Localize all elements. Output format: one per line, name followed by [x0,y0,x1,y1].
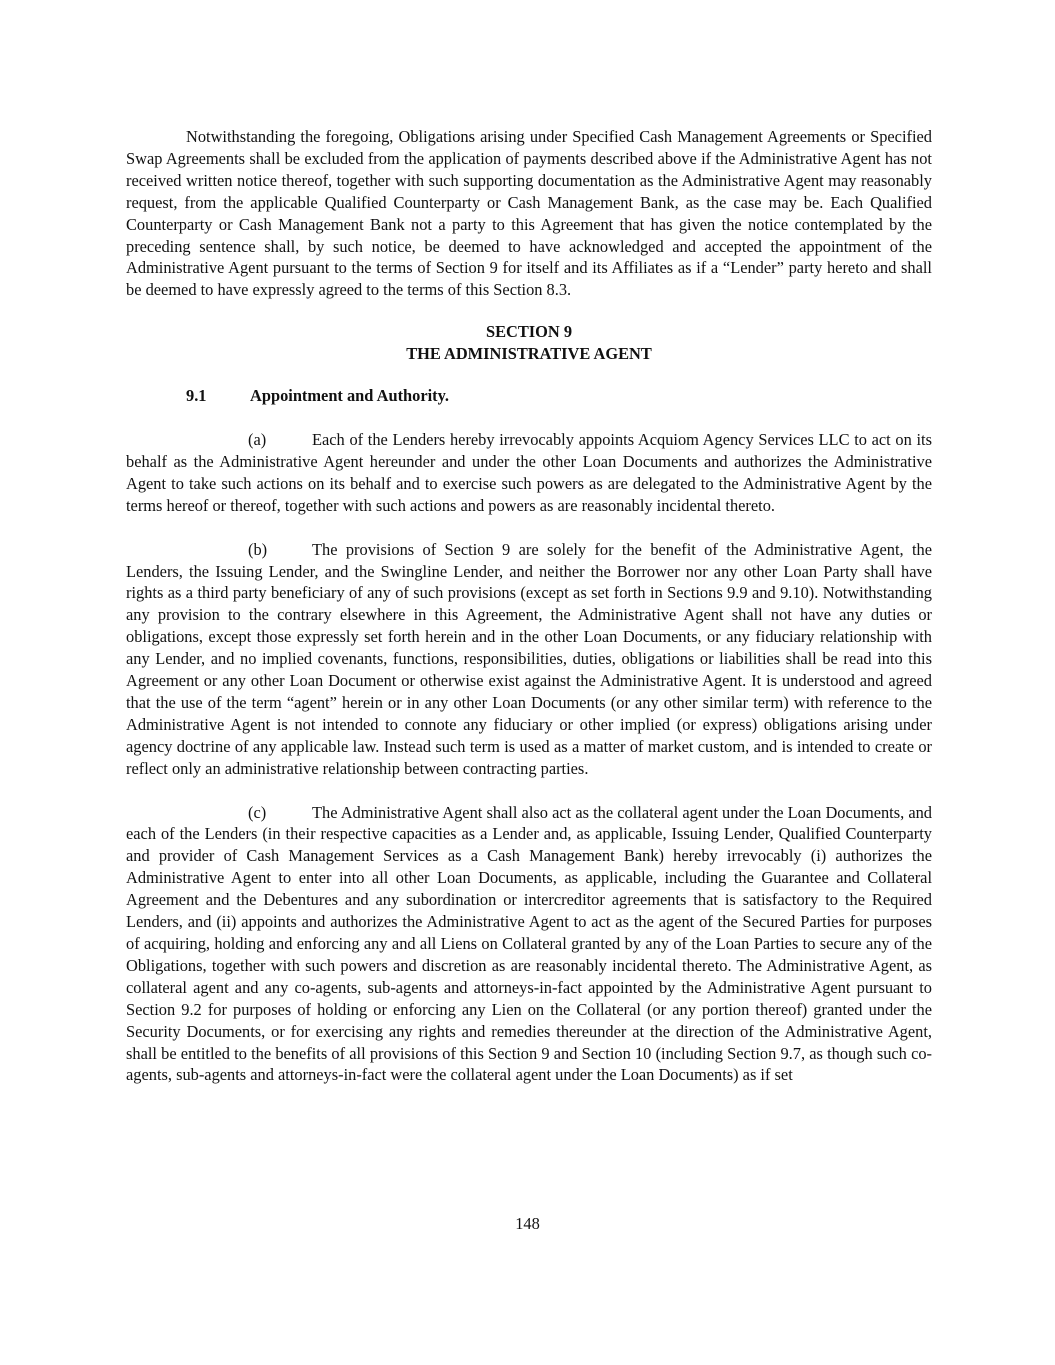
clause-b [126,539,932,780]
intro-paragraph: Notwithstanding the foregoing, Obligations arising under Specified Cash Management Agreements or Specified Swap Agreements shall be excluded from the application of payments described above if the Administrative Agent has not received written notice thereof, together with such supporting documentation as the Administrative Agent may reasonably request, from the applicable Qualified Counterparty or Cash Management Bank, as the case may be. Each Qualified Counterparty or Cash Management Bank not a party to this Agreement that has given the notice contemplated by the preceding sentence shall, by such notice, be deemed to have acknowledged and accepted the appointment of the Administrative Agent pursuant to the terms of Section 9 for itself and its Affiliates as if a “Lender” party hereto and shall be deemed to have expressly agreed to the terms of this Section 8.3. [126,127,932,300]
section-heading [126,321,932,365]
clause-label: (c) [248,802,267,822]
subsection-heading [126,385,932,407]
clause-label: (b) [248,539,268,559]
section-number: SECTION 9 [485,322,573,342]
clause-text: Each of the Lenders hereby irrevocably appoints Acquiom Agency Services LLC to act on its behalf as the Administrative Agent hereunder and under the other Loan Documents and authorizes the Administrative Agent to take such actions on its behalf and to exercise such powers as are delegated to the Administrative Agent by the terms hereof or thereof, together with such actions and powers as are reasonably incidental thereto. [126,429,932,515]
document-page [126,126,932,1086]
clause-a [126,429,932,517]
clause-c [126,802,932,1087]
clause-text: The provisions of Section 9 are solely for the benefit of the Administrative Agent, the Lenders, the Issuing Lender, and the Swingline Lender, and neither the Borrower nor any other Loan Party shall have rights as a third party beneficiary of any of such provisions (except as set forth in Sections 9.9 and 9.10). Notwithstanding any provision to the contrary elsewhere in this Agreement, the Administrative Agent shall not have any duties or obligations, except those expressly set forth herein and in the other Loan Documents, or any fiduciary relationship with any Lender, and no implied covenants, functions, responsibilities, duties, obligations or liabilities shall be read into this Agreement or any other Loan Document or otherwise exist against the Administrative Agent. It is understood and agreed that the use of the term “agent” herein or in any other Loan Documents (or any other similar term) with reference to the Administrative Agent is not intended to connote any fiduciary or other implied (or express) obligations arising under agency doctrine of any applicable law. Instead such term is used as a matter of market custom, and is intended to create or reflect only an administrative relationship between contracting parties. [126,539,932,778]
clause-text: The Administrative Agent shall also act as the collateral agent under the Loan Documents, and each of the Lenders (in their respective capacities as a Lender and, as applicable, Issuing Lender, Qualified Counterparty and provider of Cash Management Services as a Cash Management Bank) hereby irrevocably (i) authorizes the Administrative Agent to enter into all other Loan Documents, as applicable, including the Guarantee and Collateral Agreement and the Debentures and any subordination or intercreditor agreements that is satisfactory to the Required Lenders, and (ii) appoints and authorizes the Administrative Agent to act as the agent of the Secured Parties for purposes of acquiring, holding and enforcing any and all Liens on Collateral granted by any of the Loan Parties to secure any of the Obligations, together with such powers and discretion as are reasonably incidental thereto. The Administrative Agent, as collateral agent and any co-agents, sub-agents and attorneys-in-fact appointed by the Administrative Agent pursuant to Section 9.2 for purposes of holding or enforcing any Lien on the Collateral (or any portion thereof) granted under the Security Documents, or for exercising any rights and remedies thereunder at the direction of the Administrative Agent, shall be entitled to the benefits of all provisions of this Section 9 and Section 10 (including Section 9.7, as though such co-agents, sub-agents and attorneys-in-fact were the collateral agent under the Loan Documents) as if set [126,802,932,1085]
subsection-title: Appointment and Authority. [250,386,450,406]
page-number: 148 [515,1214,540,1233]
clause-label: (a) [248,429,267,449]
subsection-number: 9.1 [186,386,207,406]
section-title: THE ADMINISTRATIVE AGENT [406,344,652,364]
